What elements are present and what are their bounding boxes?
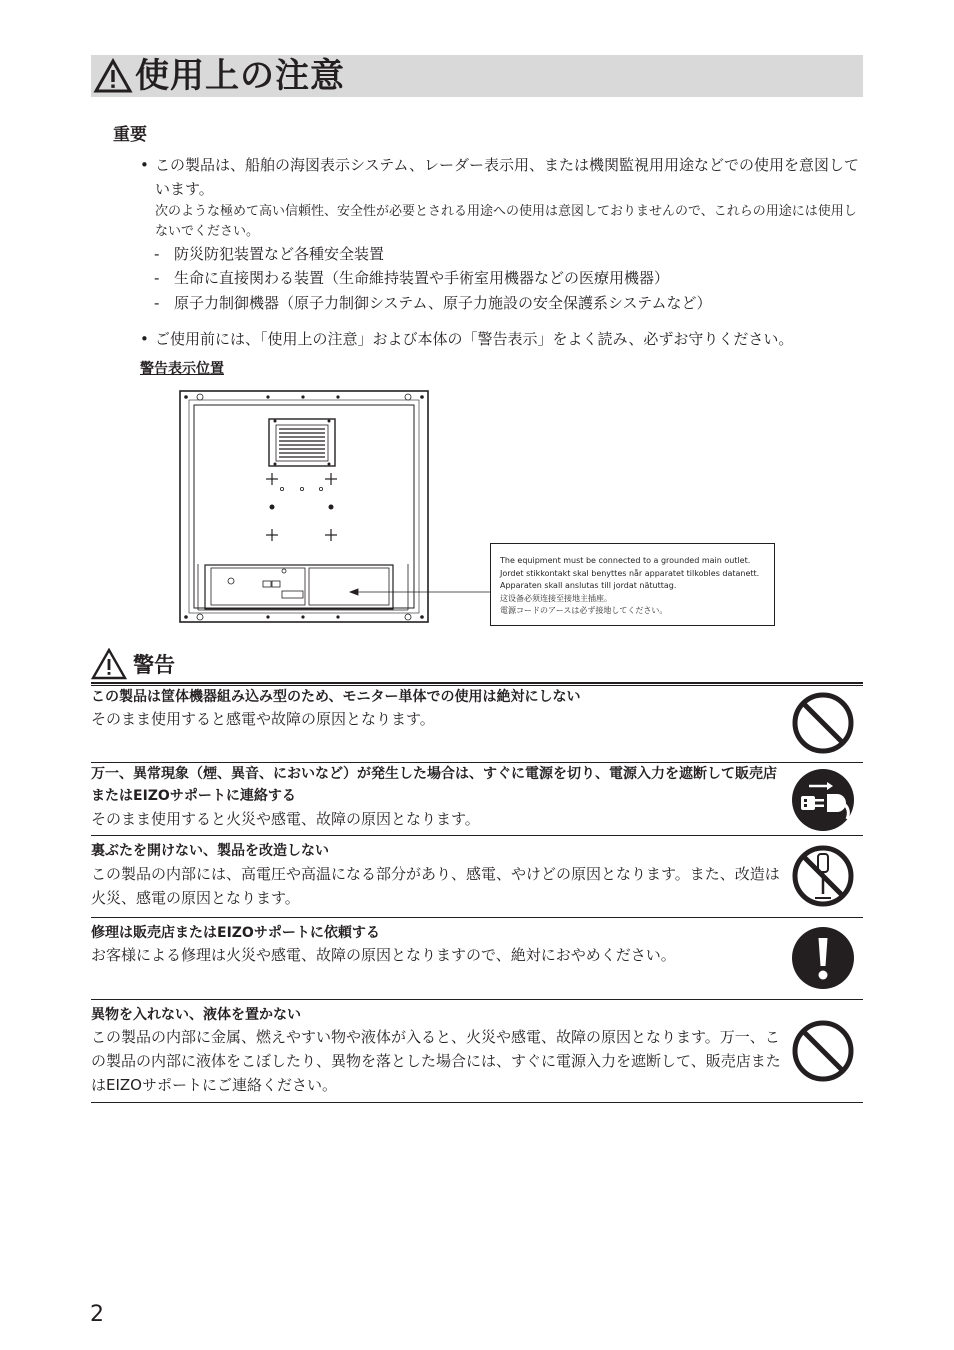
warning-heading	[91, 648, 175, 680]
warning-title: 裏ぶたを開けない、製品を改造しない	[91, 843, 329, 859]
page-title: 使用上の注意	[135, 56, 345, 96]
bullet-dot: •	[140, 156, 149, 174]
bullet-text: この製品は、船舶の海図表示システム、レーダー表示用、または機関監視用用途などでの使用を意図しています。	[155, 156, 859, 198]
label-line: 電源コードのアースは必ず接地してください。	[500, 606, 668, 615]
warning-description: この製品の内部に金属、燃えやすい物や液体が入ると、火災や感電、故障の原因となります。万一、この製品の内部に液体をこぼしたり、異物を落とした場合には、すぐに電源入力を遮断して、販売店またはEIZOサポートにご連絡ください。	[91, 1028, 781, 1094]
warning-label-box	[490, 543, 775, 626]
page-number: 2	[90, 1302, 104, 1327]
warning-description: そのまま使用すると火災や感電、故障の原因となります。	[91, 810, 480, 828]
list-item: - 原子力制御機器（原子力制御システム、原子力施設の安全保護系システムなど）	[154, 294, 712, 312]
warning-title: 修理は販売店またはEIZOサポートに依頼する	[91, 925, 380, 941]
label-position-heading: 警告表示位置	[140, 361, 224, 377]
mandatory-icon	[791, 926, 855, 990]
bullet-intended-use	[140, 153, 862, 201]
label-line: 这设备必须连接至接地主插座。	[500, 593, 612, 603]
list-item: - 生命に直接関わる装置（生命維持装置や手術室用機器などの医療用機器）	[154, 269, 670, 287]
warning-heading-text: 警告	[133, 653, 175, 677]
warning-title: 異物を入れない、液体を置かない	[91, 1007, 301, 1023]
prohibition-icon	[791, 1019, 855, 1083]
label-line: Jordet stikkontakt skal benyttes når apparatet tilkobles datanett.	[500, 568, 760, 578]
warning-item	[91, 763, 863, 836]
usage-note: 次のような極めて高い信頼性、安全性が必要とされる用途への使用は意図しておりませんので、これらの用途には使用しないでください。	[155, 204, 857, 239]
unplug-icon	[791, 768, 855, 832]
warning-description: そのまま使用すると感電や故障の原因となります。	[91, 710, 435, 728]
warning-item	[91, 686, 863, 763]
warning-item	[91, 1000, 863, 1103]
caution-triangle-icon	[91, 648, 127, 680]
warning-title: 万一、異常現象（煙、異音、においなど）が発生した場合は、すぐに電源を切り、電源入力を遮断して販売店またはEIZOサポートに連絡する	[91, 766, 777, 804]
monitor-rear-diagram	[178, 388, 498, 628]
list-item: - 防災防犯装置など各種安全装置	[154, 245, 385, 263]
label-line: Apparaten skall anslutas till jordat nätuttag.	[500, 581, 677, 590]
label-line: The equipment must be connected to a grounded main outlet.	[500, 556, 751, 565]
important-heading: 重要	[113, 125, 147, 145]
caution-triangle-icon	[93, 58, 133, 94]
warning-description: お客様による修理は火災や感電、故障の原因となりますので、絶対におやめください。	[91, 946, 676, 964]
warning-title: この製品は筐体機器組み込み型のため、モニター単体での使用は絶対にしない	[91, 689, 581, 705]
page-title-bar	[91, 55, 863, 97]
no-disassembly-icon	[791, 844, 855, 908]
bullet-text: ご使用前には、「使用上の注意」および本体の「警告表示」をよく読み、必ずお守りください。	[155, 330, 794, 348]
warning-item	[91, 918, 863, 1000]
prohibition-icon	[791, 691, 855, 755]
warning-item	[91, 836, 863, 918]
bullet-read-before-use	[140, 327, 862, 351]
warning-description: この製品の内部には、高電圧や高温になる部分があり、感電、やけどの原因となります。また、改造は火災、感電の原因となります。	[91, 865, 780, 907]
bullet-dot: •	[140, 330, 149, 348]
